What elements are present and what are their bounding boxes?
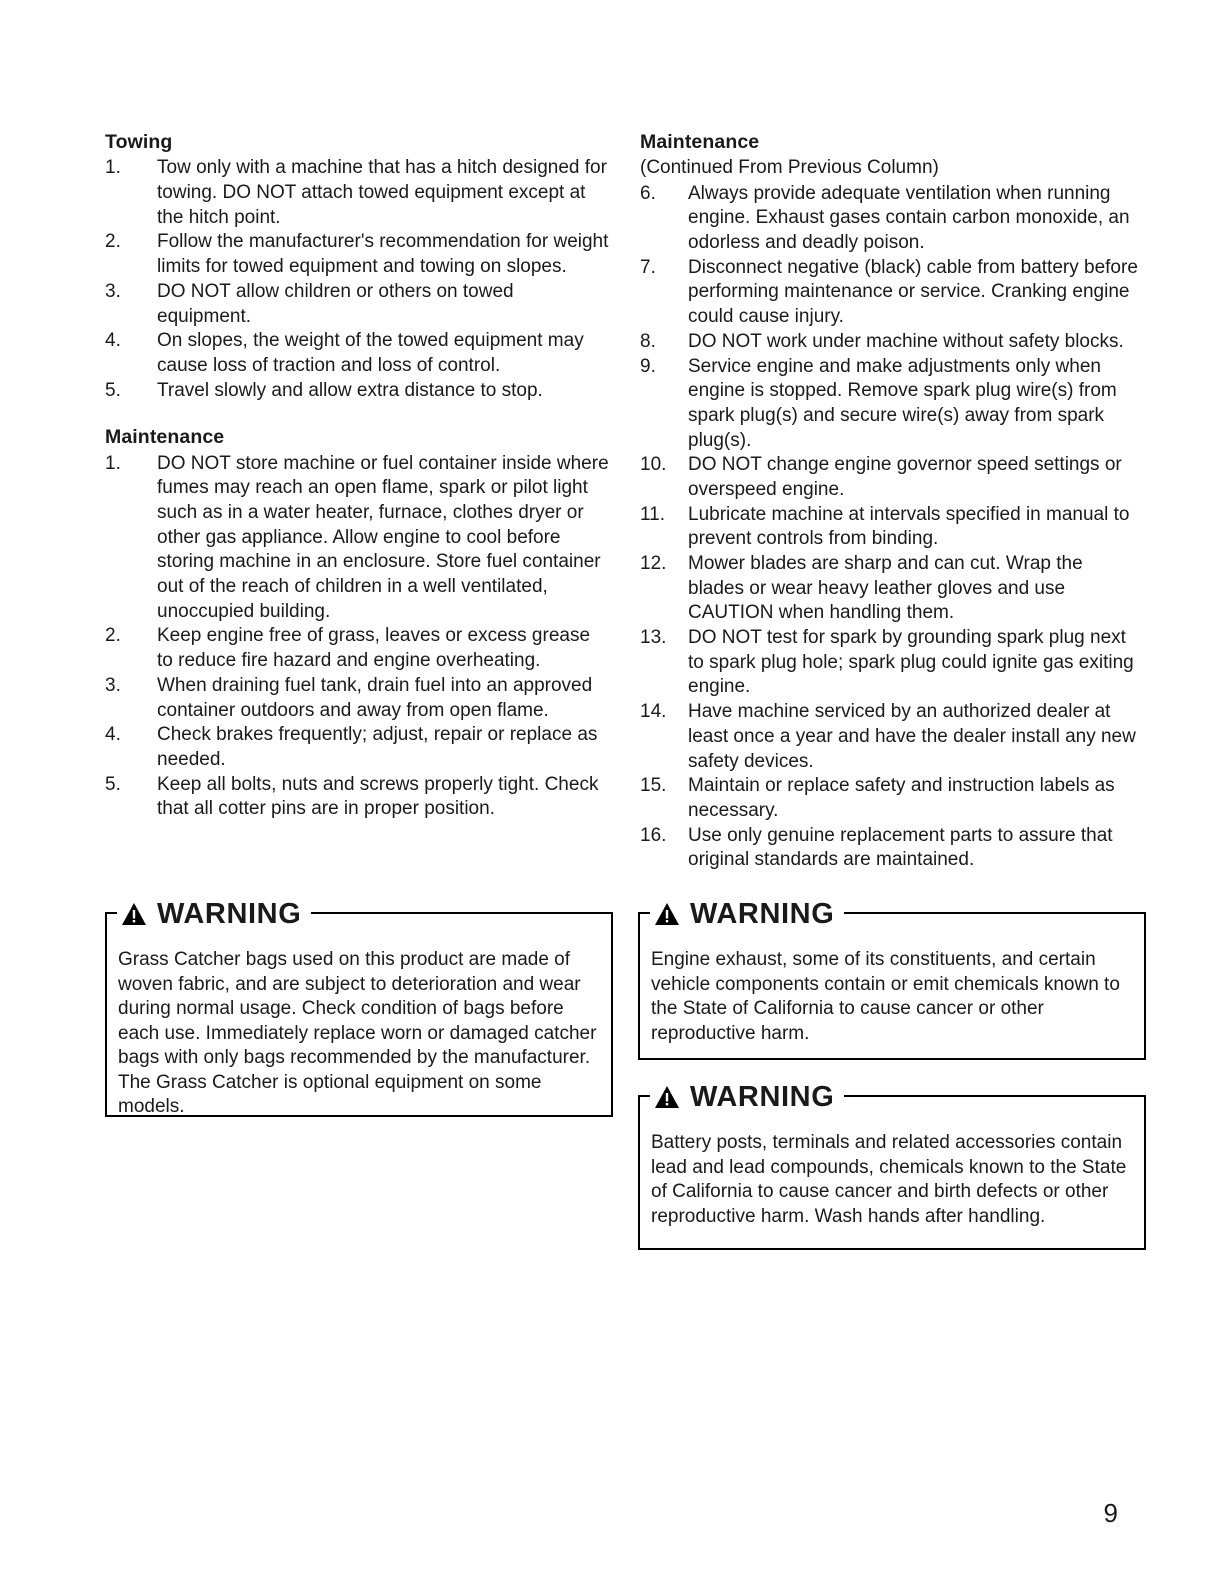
list-item-number: 10. — [640, 454, 667, 476]
list-item — [640, 626, 1140, 700]
page-number: 9 — [1103, 1498, 1118, 1528]
list-item-number: 1. — [105, 157, 121, 179]
warning-text: Grass Catcher bags used on this product are made of woven fabric, and are subject to deterioration and wear during normal usage. Check condition of bags before each use. Immediately replace worn or damaged catcher bags with only bags recommended by the manufacturer. The Grass Catcher is optional equipment on some models. — [118, 949, 597, 1117]
list-item — [105, 329, 610, 378]
list-item-number: 3. — [105, 280, 121, 302]
list-item-text: Travel slowly and allow extra distance to stop. — [157, 379, 543, 401]
warning-box-battery — [638, 1080, 1146, 1250]
list-item-text: DO NOT store machine or fuel container inside where fumes may reach an open flame, spark or pilot light such as in a water heater, furnace, clothes dryer or other gas appliance. Allow engine to cool before storing machine in an enclosure. Store fuel container out of the reach of children in a well ventilated, unoccupied building. — [157, 452, 609, 622]
list-item-number: 7. — [640, 256, 656, 278]
section-heading-towing: Towing — [105, 131, 173, 153]
list-item — [105, 280, 610, 329]
warning-label: WARNING — [157, 897, 302, 930]
section-heading-maintenance: Maintenance — [105, 426, 225, 449]
list-item-number: 3. — [105, 674, 121, 696]
section-spacer — [105, 403, 610, 425]
list-item-text: Mower blades are sharp and can cut. Wrap the blades or wear heavy leather gloves and use CAUTION when handling them. — [688, 553, 1083, 624]
warning-box-grass-catcher — [105, 897, 613, 1117]
warning-triangle-icon — [654, 902, 680, 926]
warning-label: WARNING — [690, 897, 835, 930]
list-item — [105, 156, 610, 230]
list-item-number: 2. — [105, 231, 121, 253]
list-item-text: Service engine and make adjustments only when engine is stopped. Remove spark plug wire(s) from spark plug(s) and secure wire(s) away from spark plug(s). — [688, 355, 1117, 451]
warning-body — [640, 1097, 1144, 1237]
list-item — [640, 182, 1140, 256]
list-item-number: 5. — [105, 773, 121, 795]
list-item-text: When draining fuel tank, drain fuel into an approved container outdoors and away from open flame. — [157, 674, 593, 721]
list-item-number: 9. — [640, 355, 656, 377]
list-item-text: Maintain or replace safety and instruction labels as necessary. — [688, 775, 1115, 821]
list-item-number: 14. — [640, 701, 667, 723]
list-item — [640, 824, 1140, 873]
list-item — [105, 773, 610, 822]
warning-text: Battery posts, terminals and related accessories contain lead and lead compounds, chemicals known to the State of California to cause cancer and birth defects or other reproductive harm. Wash hands after handling. — [651, 1132, 1127, 1227]
left-column — [105, 130, 610, 873]
warning-triangle-icon — [121, 902, 147, 926]
text-columns — [105, 130, 1140, 873]
list-item-text: DO NOT allow children or others on towed equipment. — [157, 280, 514, 327]
list-item-text: On slopes, the weight of the towed equipment may cause loss of traction and loss of control. — [157, 330, 584, 376]
list-item-number: 13. — [640, 627, 667, 649]
maintenance-continued-list — [640, 182, 1140, 873]
list-item-number: 4. — [105, 724, 121, 746]
list-item-text: Have machine serviced by an authorized dealer at least once a year and have the dealer install any new safety devices. — [688, 701, 1136, 772]
warning-label: WARNING — [690, 1080, 835, 1113]
list-item-number: 11. — [640, 503, 666, 525]
maintenance-list — [105, 452, 610, 822]
warning-triangle-icon — [654, 1085, 680, 1109]
section-subtitle-continued: (Continued From Previous Column) — [640, 157, 939, 179]
list-item-text: Keep engine free of grass, leaves or excess grease to reduce fire hazard and engine overheating. — [157, 625, 591, 672]
list-item-text: Tow only with a machine that has a hitch designed for towing. DO NOT attach towed equipment except at the hitch point. — [157, 157, 607, 228]
list-item-number: 16. — [640, 824, 667, 846]
list-item — [105, 723, 610, 772]
towing-list — [105, 156, 610, 403]
list-item-text: Disconnect negative (black) cable from battery before performing maintenance or service. Cranking engine could cause injury. — [688, 256, 1138, 328]
list-item — [640, 774, 1140, 823]
list-item-text: Always provide adequate ventilation when running engine. Exhaust gases contain carbon monoxide, an odorless and deadly poison. — [688, 182, 1130, 254]
list-item-number: 4. — [105, 330, 121, 352]
warning-body — [640, 914, 1144, 1054]
list-item — [640, 503, 1140, 552]
list-item-text: Use only genuine replacement parts to assure that original standards are maintained. — [688, 824, 1113, 871]
list-item-number: 12. — [640, 553, 667, 574]
list-item — [105, 379, 610, 404]
list-item-text: DO NOT change engine governor speed settings or overspeed engine. — [688, 454, 1122, 500]
list-item — [105, 452, 610, 625]
section-heading-maintenance-continued: Maintenance — [640, 131, 760, 153]
list-item-text: DO NOT work under machine without safety blocks. — [688, 330, 1124, 352]
list-item-text: Keep all bolts, nuts and screws properly tight. Check that all cotter pins are in proper position. — [157, 773, 599, 820]
list-item-text: DO NOT test for spark by grounding spark plug next to spark plug hole; spark plug could ignite gas exiting engine. — [688, 627, 1134, 698]
list-item — [640, 330, 1140, 355]
list-item-text: Follow the manufacturer's recommendation for weight limits for towed equipment and towing on slopes. — [157, 231, 609, 278]
warning-header — [650, 1080, 844, 1114]
list-item-number: 8. — [640, 330, 656, 352]
warning-box-engine-exhaust — [638, 897, 1146, 1060]
warning-body — [107, 914, 611, 1128]
warning-text: Engine exhaust, some of its constituents, and certain vehicle components contain or emit chemicals known to the State of California to cause cancer or other reproductive harm. — [651, 949, 1120, 1044]
list-item — [105, 624, 610, 673]
list-item — [640, 355, 1140, 454]
right-column — [640, 130, 1140, 873]
list-item — [105, 230, 610, 279]
list-item-text: Check brakes frequently; adjust, repair or replace as needed. — [157, 724, 598, 770]
list-item — [640, 453, 1140, 502]
list-item-number: 6. — [640, 182, 656, 204]
list-item-number: 15. — [640, 775, 667, 797]
list-item — [640, 700, 1140, 774]
warning-header — [650, 897, 844, 931]
list-item — [105, 674, 610, 723]
list-item-number: 2. — [105, 625, 121, 647]
list-item-text: Lubricate machine at intervals specified in manual to prevent controls from binding. — [688, 503, 1130, 550]
list-item — [640, 552, 1140, 626]
warning-header — [117, 897, 311, 931]
list-item-number: 5. — [105, 379, 121, 401]
list-item-number: 1. — [105, 452, 121, 474]
list-item — [640, 256, 1140, 330]
